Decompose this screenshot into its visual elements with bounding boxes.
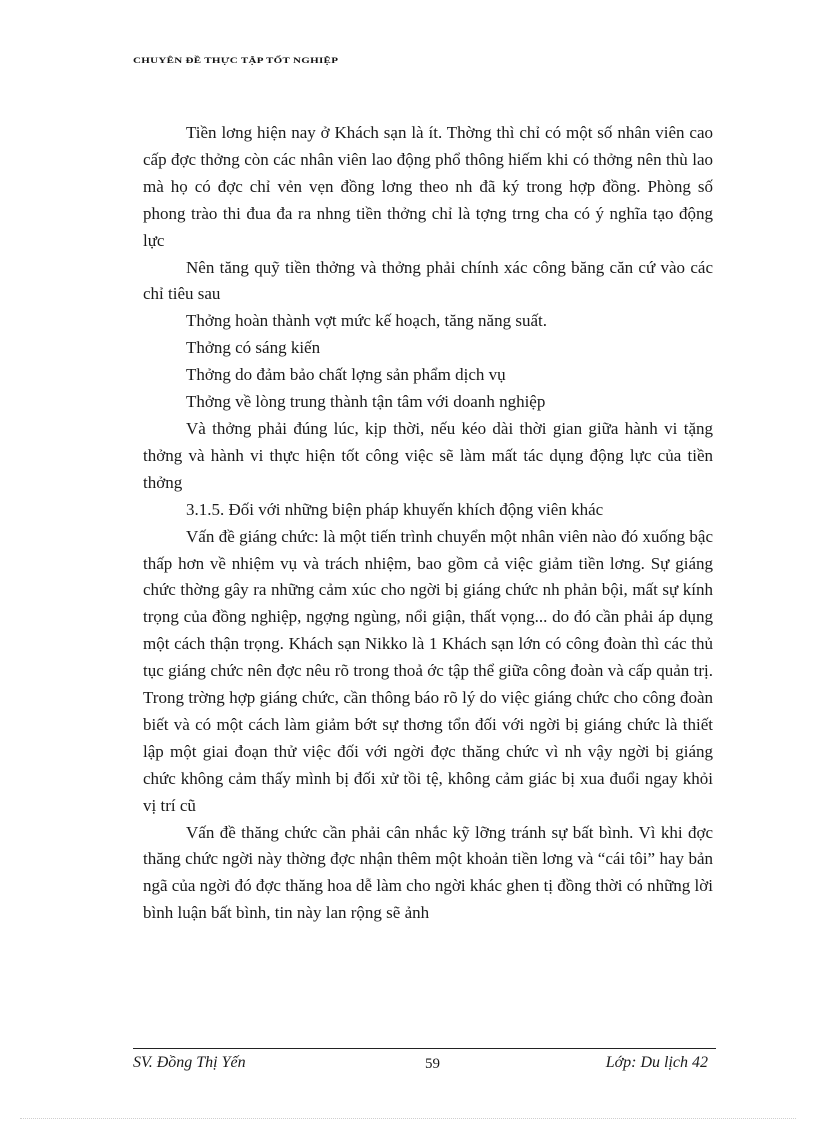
section-heading-3-1-5: 3.1.5. Đối với những biện pháp khuyến khích động viên khác	[186, 499, 604, 519]
page-footer	[133, 1054, 716, 1078]
paragraph-bonus-timing: Và thởng phải đúng lúc, kịp thời, nếu kéo dài thời gian giữa hành vi tặng thởng và hành vi thực hiện tốt công việc sẽ làm mất tác dụng động lực của tiền thởng	[143, 418, 713, 492]
paragraph-bonus-current: Tiền lơng hiện nay ở Khách sạn là ít. Thờng thì chỉ có một số nhân viên cao cấp đợc thởng còn các nhân viên lao động phổ thông hiếm khi có thởng nên thù lao mà họ có đợc chỉ vẻn vẹn đồng lơng theo nh đã ký trong hợp đồng. Phòng số phong trào thi đua đa ra nhng tiền thởng chỉ là tợng trng cha có ý nghĩa tạo động lực	[143, 123, 713, 250]
footer-divider	[133, 1048, 716, 1049]
page-header: CHUYÊN ĐỀ THỰC TẬP TỐT NGHIỆP	[133, 56, 339, 65]
bottom-dotted-border	[20, 1118, 796, 1119]
paragraph-demotion: Vấn đề giáng chức: là một tiến trình chuyển một nhân viên nào đó xuống bậc thấp hơn về nhiệm vụ và trách nhiệm, bao gồm cả việc giảm tiền lơng. Sự giáng chức thờng gây ra những cảm xúc cho ngời bị giáng chức nh phản bội, mất sự kính trọng của đồng nghiệp, ngợng ngùng, nổi giận, thất vọng... do đó cần phải áp dụng một cách thận trọng. Khách sạn Nikko là 1 Khách sạn lớn có công đoàn thì các thủ tục giáng chức nên đợc nêu rõ trong thoả ớc tập thể giữa công đoàn và cấp quản trị. Trong trờng hợp giáng chức, cần thông báo rõ lý do việc giáng chức cho công đoàn biết và có một cách làm giảm bớt sự thơng tổn đối với ngời bị giáng chức là thiết lập một giai đoạn thử việc đối với ngời đợc thăng chức vì nh vậy ngời bị giáng chức không cảm thấy mình bị đối xử tồi tệ, không cảm giác bị xua đuổi ngay khỏi vị trí cũ	[143, 526, 713, 815]
list-item-bonus-loyalty: Thởng về lòng trung thành tận tâm với doanh nghiệp	[186, 392, 546, 412]
list-item-bonus-quality: Thởng do đảm bảo chất lợng sản phẩm dịch vụ	[186, 365, 506, 385]
paragraph-bonus-fund: Nên tăng quỹ tiền thởng và thởng phải chính xác công băng căn cứ vào các chỉ tiêu sau	[143, 257, 713, 304]
page-number: 59	[425, 1056, 440, 1072]
footer-student-name: SV. Đồng Thị Yến	[133, 1054, 246, 1071]
document-body	[143, 120, 713, 927]
list-item-bonus-initiative: Thởng có sáng kiến	[186, 338, 321, 358]
list-item-bonus-overplan: Thởng hoàn thành vợt mức kế hoạch, tăng năng suất.	[186, 311, 547, 331]
paragraph-promotion: Vấn đề thăng chức cần phải cân nhắc kỹ lỡng tránh sự bất bình. Vì khi đợc thăng chức ngời này thờng đợc nhận thêm một khoản tiền lơng và “cái tôi” hay bản ngã của ngời đó đợc thăng hoa dễ làm cho ngời khác ghen tị đồng thời có những lời bình luận bất bình, tin này lan rộng sẽ ảnh	[143, 822, 713, 923]
footer-class-label: Lớp: Du lịch 42	[605, 1054, 708, 1071]
